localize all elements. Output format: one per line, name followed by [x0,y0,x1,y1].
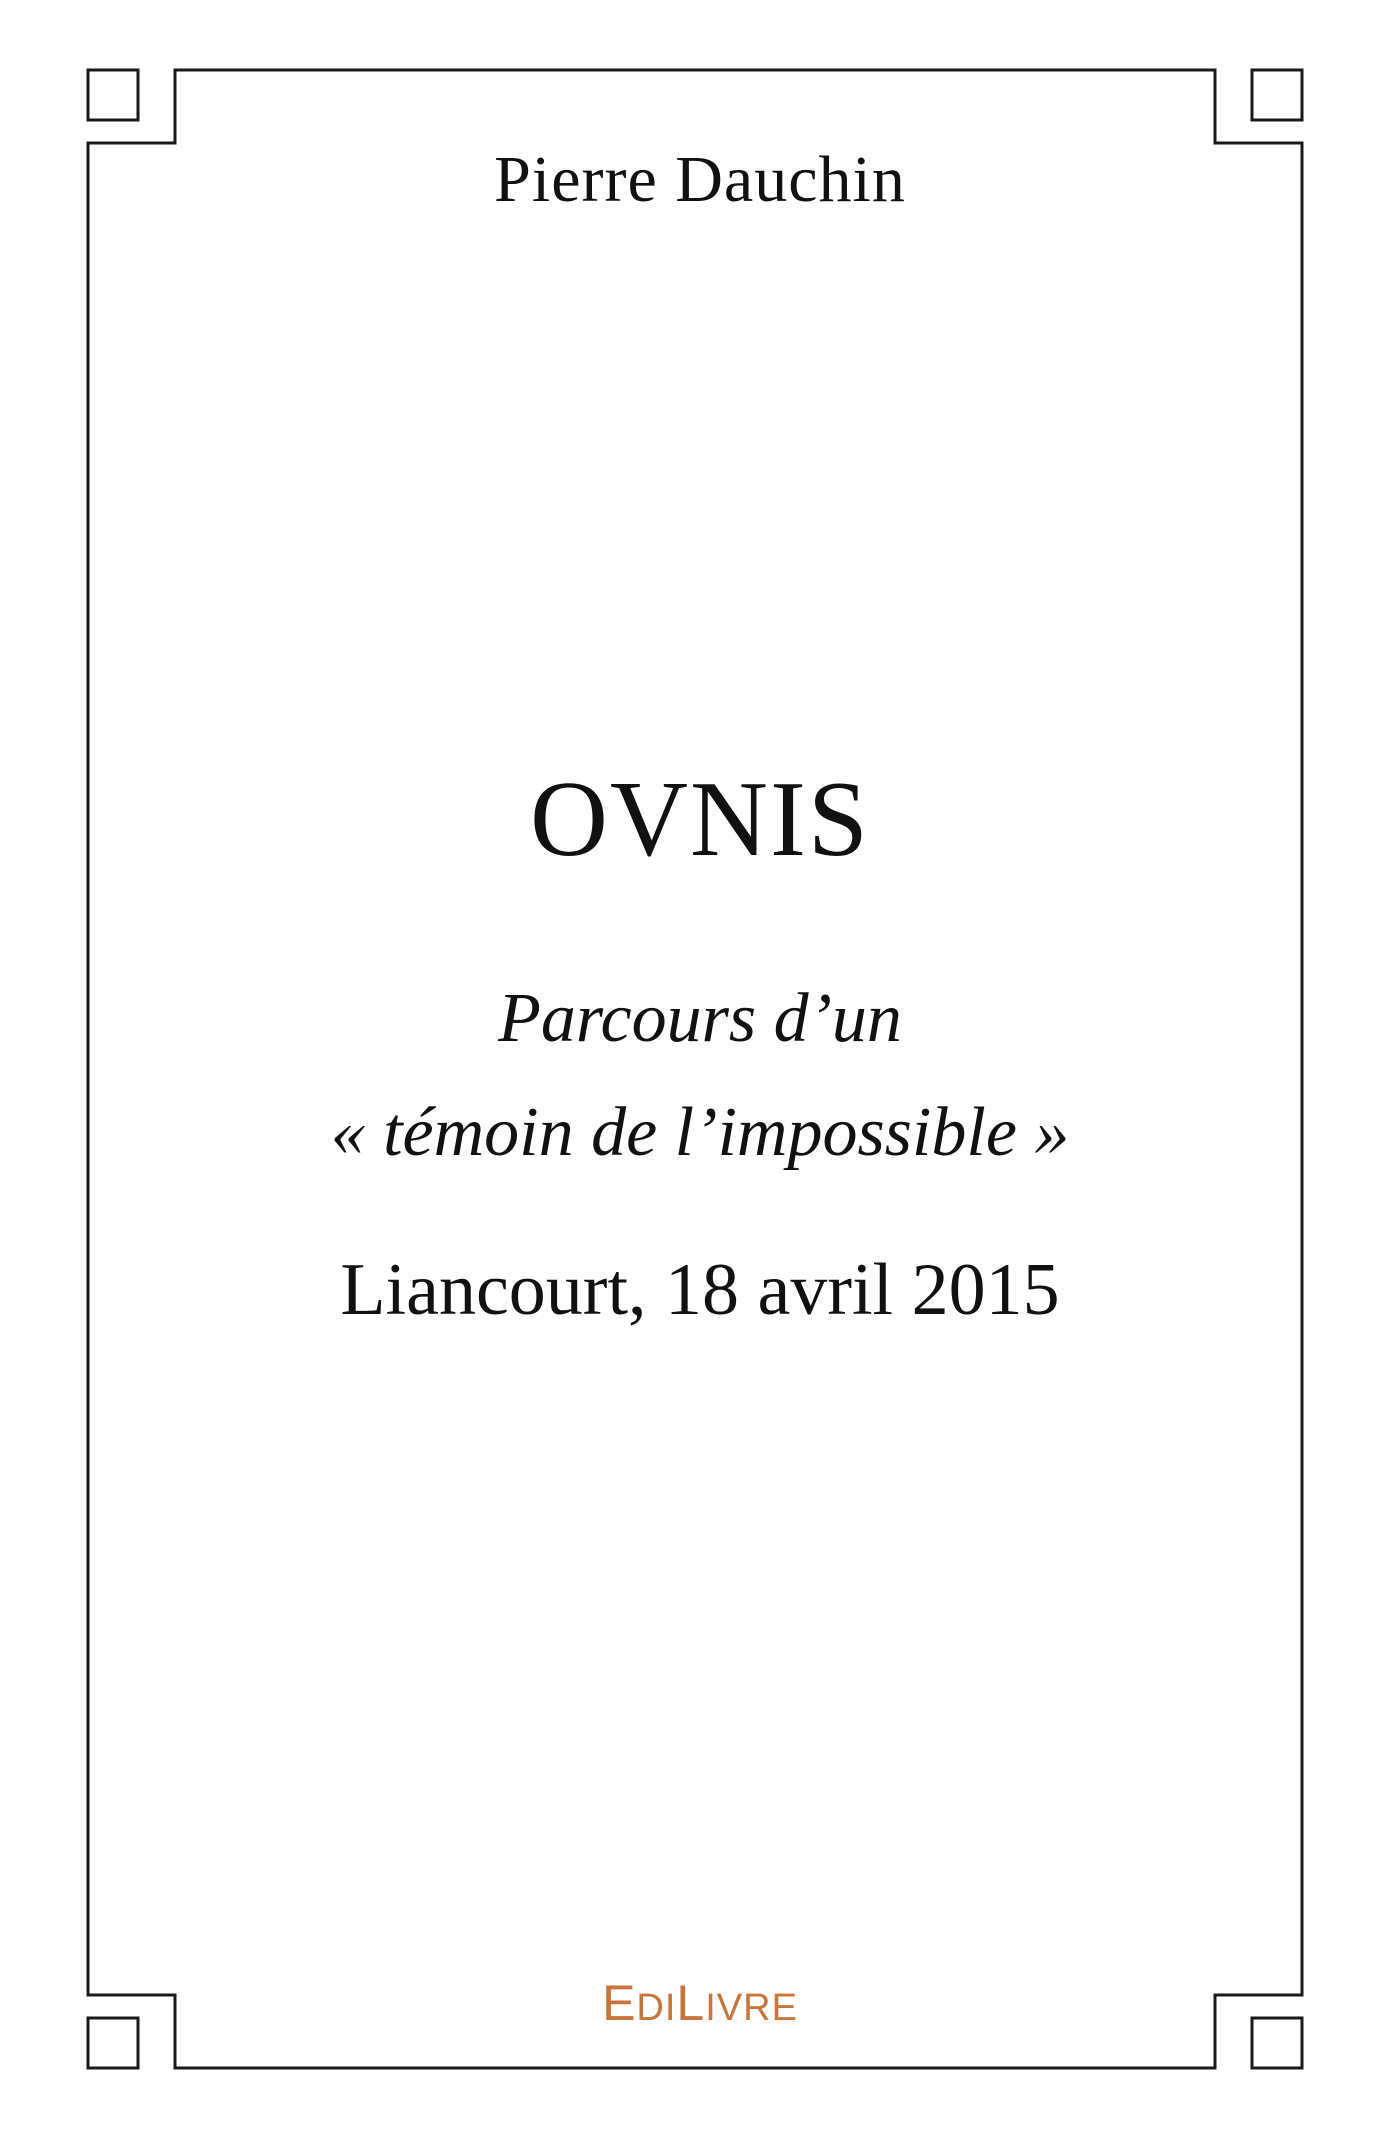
publisher-logo-part: DI [636,1987,677,2029]
book-title: OVNIS [529,760,870,879]
author-name: Pierre Dauchin [494,143,906,216]
publisher-logo-part: E [602,1975,637,2031]
corner-square-top-right [1252,70,1302,120]
subtitle-line-1: Parcours d’un [498,980,902,1057]
book-subtitle [0,962,1400,1190]
corner-square-top-left [88,70,138,120]
publisher-logo [0,1974,1400,2032]
subtitle-line-2: « témoin de l’impossible » [330,1094,1070,1171]
publisher-logo-part: IVRE [705,1987,798,2029]
place-and-date: Liancourt, 18 avril 2015 [340,1249,1060,1331]
publisher-logo-part: L [676,1975,706,2031]
